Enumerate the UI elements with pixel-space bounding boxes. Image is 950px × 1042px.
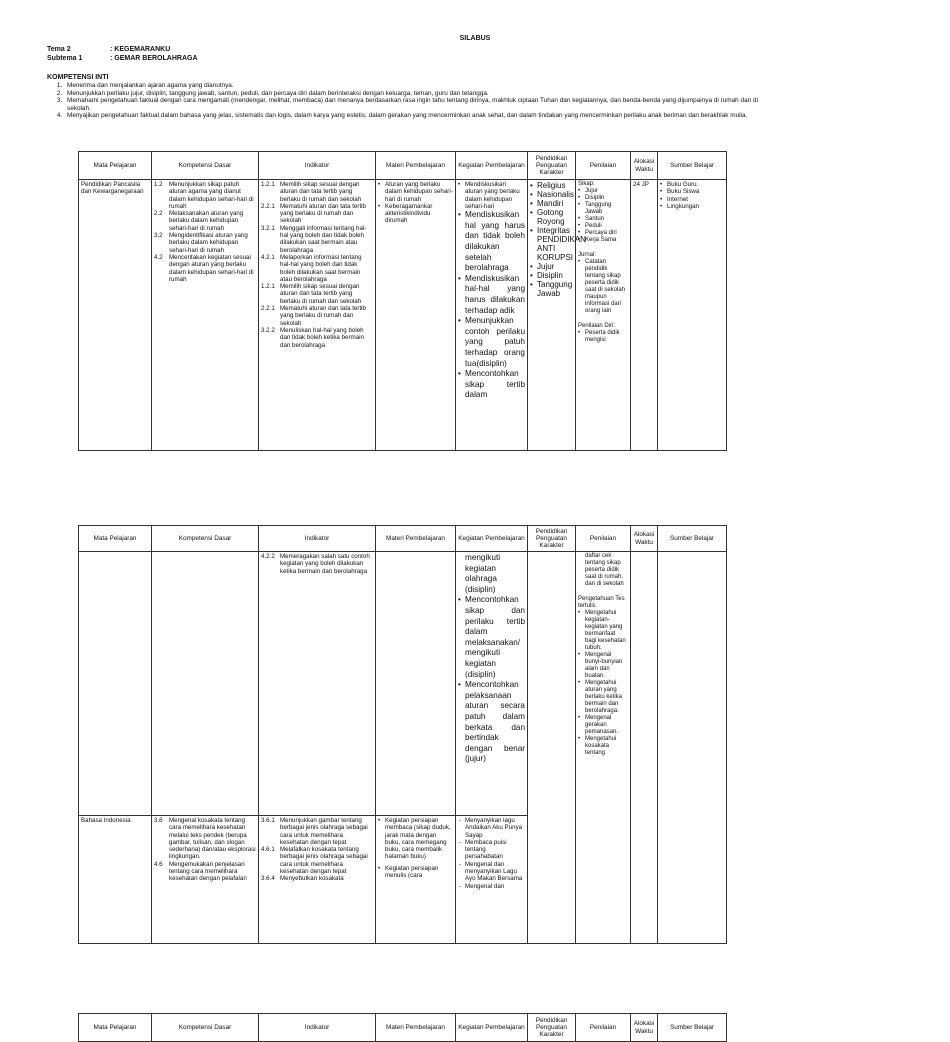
karakter-cell <box>528 552 576 944</box>
tema-line <box>47 45 170 54</box>
karakter-item: • Gotong Royong <box>530 208 573 226</box>
tes-item: • Mengetahui kegiatan-kegiatan yang bermanfaat bagi kesehatan tubuh. <box>578 610 628 652</box>
col-header: Kompetensi Dasar <box>152 152 259 180</box>
subtema-label: Subtema 1 <box>47 55 83 62</box>
sikap-label: Sikap: <box>578 181 595 187</box>
sumber-item: • Buku Siswa <box>660 188 724 195</box>
kompetensi-inti-list <box>47 82 758 120</box>
page-title: SILABUS <box>459 35 491 42</box>
syllabus-table-1 <box>78 151 727 451</box>
col-header: Kegiatan Pembelajaran <box>456 152 528 180</box>
col-header: Indikator <box>259 152 376 180</box>
indikator-item: 3.2.1 Menggali informasi tentang hal-hal yang boleh dan tidak boleh dilakukan saat bermain atau berolahraga <box>261 224 367 254</box>
materi-cell <box>376 552 456 816</box>
indikator-cell <box>259 816 376 944</box>
col-header: Alokasi Waktu <box>631 526 658 552</box>
sikap-item: • Disiplin <box>578 195 628 202</box>
col-header: Materi Pembelajaran <box>376 526 456 552</box>
col-header: Materi Pembelajaran <box>376 152 456 180</box>
col-header: Penilaian <box>576 1014 631 1042</box>
col-header: Mata Pelajaran <box>79 1014 152 1042</box>
kd-item: 3.6 Mengenal kosakata tentang cara memelihara kesehatan melalui teks pendek (berupa gambar, tulisan, dan slogan sederhana) dan/atau eksplorasi lingkungan. <box>154 817 256 861</box>
table-header-row <box>79 526 727 552</box>
tes-item: • Mengetahui kosakata tentang <box>578 736 628 757</box>
tes-item: • Mengetahui aturan yang berlaku ketika bermain dan berolahraga. <box>578 680 628 715</box>
sikap-item: • Santun <box>578 216 628 223</box>
col-header: Kompetensi Dasar <box>152 526 259 552</box>
sumber-item: • Lingkungan <box>660 203 724 210</box>
sikap-item: • Tanggung Jawab <box>578 202 628 216</box>
kompetensi-inti-item: 2. Menunjukkan perilaku jujur, disiplin, tanggung jawab, santun, peduli, dan percaya diri dalam berinteraksi dengan keluarga, teman, guru dan tetangga. <box>64 90 758 98</box>
subtema-line <box>47 54 198 63</box>
indikator-item: 4.6.1 Melafalkan kosakata tentang berbagai jenis olahraga sebagai cara untuk memelihara kesehatan dengan tepat <box>261 846 368 876</box>
col-header: Kompetensi Dasar <box>152 1014 259 1042</box>
col-header: Penilaian <box>576 152 631 180</box>
kd-cell <box>152 180 259 451</box>
kegiatan-cell <box>456 180 528 451</box>
karakter-item: • Jujur <box>530 262 573 271</box>
alokasi-cell <box>631 552 658 944</box>
sikap-item: • Percaya diri <box>578 230 628 237</box>
kd-item: 2.2 Melaksanakan aturan yang berlaku dalam kehidupan sehari-hari di rumah <box>154 210 244 232</box>
karakter-item: • Religius <box>530 181 573 190</box>
col-header: Mata Pelajaran <box>79 152 152 180</box>
indikator-item: 4.2.2 Memeragakan salah satu contoh kegiatan yang boleh dilakukan ketika bermain dan berolahraga <box>261 553 370 575</box>
indikator-item: 3.2.2 Menuliskan hal-hal yang boleh dan tidak boleh ketika bermain dan berolahraga <box>261 326 364 349</box>
kd-cell <box>152 816 259 944</box>
kegiatan-item: - Mengenal dan <box>458 883 525 890</box>
penilaian-diri-item: • Peserta didik mengisi <box>578 330 628 344</box>
kegiatan-item: - Mengenal dan menyanyikan Lagu Ayo Makan Bersama <box>458 861 525 883</box>
jurnal-label: Jurnal: <box>578 252 597 258</box>
materi-item: • Kegiatan persiapan membaca (sikap duduk, jarak mata dengan buku, cara memegang buku, cara membalik halaman buku) <box>378 817 453 861</box>
sumber-item: • Internet <box>660 196 724 203</box>
kegiatan-item: - Menyanyikan lagu Andaikan Aku Punya Sayap <box>458 817 525 839</box>
col-header: Kegiatan Pembelajaran <box>456 1014 528 1042</box>
materi-item: • Aturan yang berlaku dalam kehidupan sehari-hari di rumah <box>378 181 453 203</box>
col-header: Penilaian <box>576 526 631 552</box>
indikator-item: 2.2.1 Mematuhi aturan dan tata tertib yang berlaku di rumah dan sekolah <box>261 305 366 327</box>
kd-item: 4.2 Menceritakan kegiatan sesuai dengan aturan yang berlaku dalam kehidupan sehari-hari di rumah <box>154 253 254 283</box>
materi-item: • Keberagamankar akteristikindividu dirumah <box>378 203 453 225</box>
syllabus-table-2 <box>78 525 727 944</box>
col-header: Indikator <box>259 1014 376 1042</box>
col-header: Sumber Belajar <box>658 1014 727 1042</box>
kegiatan-item: • Mendiskusikan hal-hal yang harus dilakukan terhadap adik <box>458 274 525 316</box>
col-header: Sumber Belajar <box>658 152 727 180</box>
materi-cell <box>376 180 456 451</box>
table-row <box>79 552 727 816</box>
kegiatan-cont-text: mengikuti kegiatan olahraga (disiplin) <box>465 553 501 594</box>
indikator-item: 1.2.1 Memilih sikap sesuai dengan aturan dan tata tertib yang berlaku di rumah dan sekolah <box>261 181 362 203</box>
kegiatan-item: • Mencontohkan sikap dan perilaku tertib dalam melaksanakan/ mengikuti kegiatan (disiplin) <box>458 595 525 680</box>
mapel-cell: Bahasa Indonesia <box>79 816 152 944</box>
jurnal-item: • Catatan pendidik tentang sikap peserta didik saat di sekolah maupun informasi dari orang lain <box>578 259 628 315</box>
karakter-item: • Mandiri <box>530 199 573 208</box>
sikap-item: • Kerja Sama <box>578 237 628 244</box>
indikator-item: 4.2.1 Melaporkan informasi tentang hal-hal yang boleh dan tidak boleh dilakukan saat bermain atau berolahraga <box>261 253 362 283</box>
tema-value: : KEGEMARANKU <box>110 46 171 53</box>
indikator-cell <box>259 180 376 451</box>
karakter-cell <box>528 180 586 451</box>
kegiatan-cell <box>456 552 528 816</box>
kd-item: 1.2 Menunjukkan sikap patuh aturan agama yang dianut dalam kehidupan sehari-hari di rumah <box>154 181 254 210</box>
col-header: Pendidikan Penguatan Karakter <box>528 526 576 552</box>
col-header: Alokasi Waktu <box>631 152 658 180</box>
sikap-item: • Jujur <box>578 188 628 195</box>
kd-item: 3.2 Mengidentifikasi aturan yang berlaku dalam kehidupan sehari-hari di rumah <box>154 232 248 254</box>
tema-label: Tema 2 <box>47 46 71 53</box>
tes-label: Pengetahuan Tes tertulis <box>578 596 625 609</box>
karakter-item: • Nasionalis <box>530 190 573 199</box>
col-header: Kegiatan Pembelajaran <box>456 526 528 552</box>
karakter-item: • Disiplin <box>530 271 573 280</box>
syllabus-table-3 <box>78 1013 727 1042</box>
kompetensi-inti-item: 3. Memahami pengetahuan faktual dengan cara mengamati (mendengar, melihat, membaca) dan menanya berdasarkan rasa ingin tahu tentang dirinya, makhluk ciptaan Tuhan dan kegiatannya, dan benda-benda yang dijumpainya di rumah dan di sekolah. <box>64 97 758 112</box>
sumber-cell <box>658 180 727 451</box>
col-header: Pendidikan Penguatan Karakter <box>528 152 576 180</box>
kegiatan-item: • Mendiskusikan aturan yang berlaku dalam kehidupan sehari-hari <box>458 181 525 210</box>
table-header-row <box>79 152 727 180</box>
indikator-cell <box>259 552 376 816</box>
materi-item: • Kegiatan persiapan menulis (cara <box>378 865 453 880</box>
table-header-row <box>79 1014 727 1042</box>
tes-item: • Mengenal gerakan pemanasan. <box>578 715 628 736</box>
col-header: Alokasi Waktu <box>631 1014 658 1042</box>
kd-item: 4.6 Mengemukakan penjelasan tentang cara memelihara kesehatan dengan pelafalan <box>154 860 247 883</box>
penilaian-diri-label: Penilaian Diri: <box>578 323 616 329</box>
table-row <box>79 180 727 451</box>
kegiatan-item: • Mendiskusikan hal yang harus dan tidak boleh dilakukan setelah berolahraga <box>458 210 525 274</box>
materi-cell <box>376 816 456 944</box>
sumber-item: • Buku Guru <box>660 181 724 188</box>
karakter-item: • Tanggung Jawab <box>530 280 573 298</box>
col-header: Indikator <box>259 526 376 552</box>
indikator-item: 1.2.1 Memilih sikap sesuai dengan aturan dan tata tertib yang berlaku di rumah dan sekolah <box>261 283 362 305</box>
sumber-cell <box>658 552 727 944</box>
kompetensi-inti-heading: KOMPETENSI INTI <box>47 74 109 81</box>
col-header: Mata Pelajaran <box>79 526 152 552</box>
subtema-value: : GEMAR BEROLAHRAGA <box>110 55 198 62</box>
col-header: Materi Pembelajaran <box>376 1014 456 1042</box>
mapel-cell <box>79 552 152 816</box>
col-header: Sumber Belajar <box>658 526 727 552</box>
col-header: Pendidikan Penguatan Karakter <box>528 1014 576 1042</box>
penilaian-cont-text: daftar cek tentang sikap peserta didik saat di rumah, dan di sekolah <box>585 553 624 587</box>
kegiatan-cell <box>456 816 528 944</box>
kompetensi-inti-item: 1. Menerima dan menjalankan ajaran agama yang dianutnya. <box>64 82 758 90</box>
kompetensi-inti-item: 4. Menyajikan pengetahuan faktual dalam bahasa yang jelas, sistematis dan logis, dalam karya yang estetis, dalam gerakan yang mencerminkan anak sehat, dan dalam tindakan yang mencerminkan perilaku anak beriman dan berakhlak mulia. <box>64 112 758 120</box>
kd-cell <box>152 552 259 816</box>
indikator-item: 3.6.4 Menyebutkan kosakata <box>261 875 344 883</box>
karakter-item: • Integritas PENDIDIKAN ANTI KORUPSI <box>530 226 573 262</box>
sikap-item: • Peduli <box>578 223 628 230</box>
penilaian-cell <box>576 552 631 944</box>
indikator-item: 3.6.1 Menunjukkan gambar tentang berbagai jenis olahraga sebagai cara untuk memelihara kesehatan dengan tepat <box>261 817 368 846</box>
indikator-item: 2.2.1 Mematuhi aturan dan tata tertib yang berlaku di rumah dan sekolah <box>261 202 366 225</box>
penilaian-cell <box>576 180 631 451</box>
tes-item: • Mengenal bunyi-bunyian alam dan buatan. <box>578 652 628 680</box>
kegiatan-item: - Membaca puisi tentang persahabatan <box>458 839 525 861</box>
kegiatan-item: • Menunjukkan contoh perilaku yang patuh terhadap orang tua(disiplin) <box>458 316 525 369</box>
alokasi-cell: 24 JP <box>631 180 658 451</box>
kegiatan-item: • Mencontohkan sikap tertib dalam <box>458 369 525 401</box>
kegiatan-item: • Mencontohkan pelaksanaan aturan secara patuh dalam berkata dan bertindak dengan benar (jujur) <box>458 680 525 765</box>
mapel-cell: Pendidikan Pancasila dan Kewarganegaraan <box>79 180 152 451</box>
